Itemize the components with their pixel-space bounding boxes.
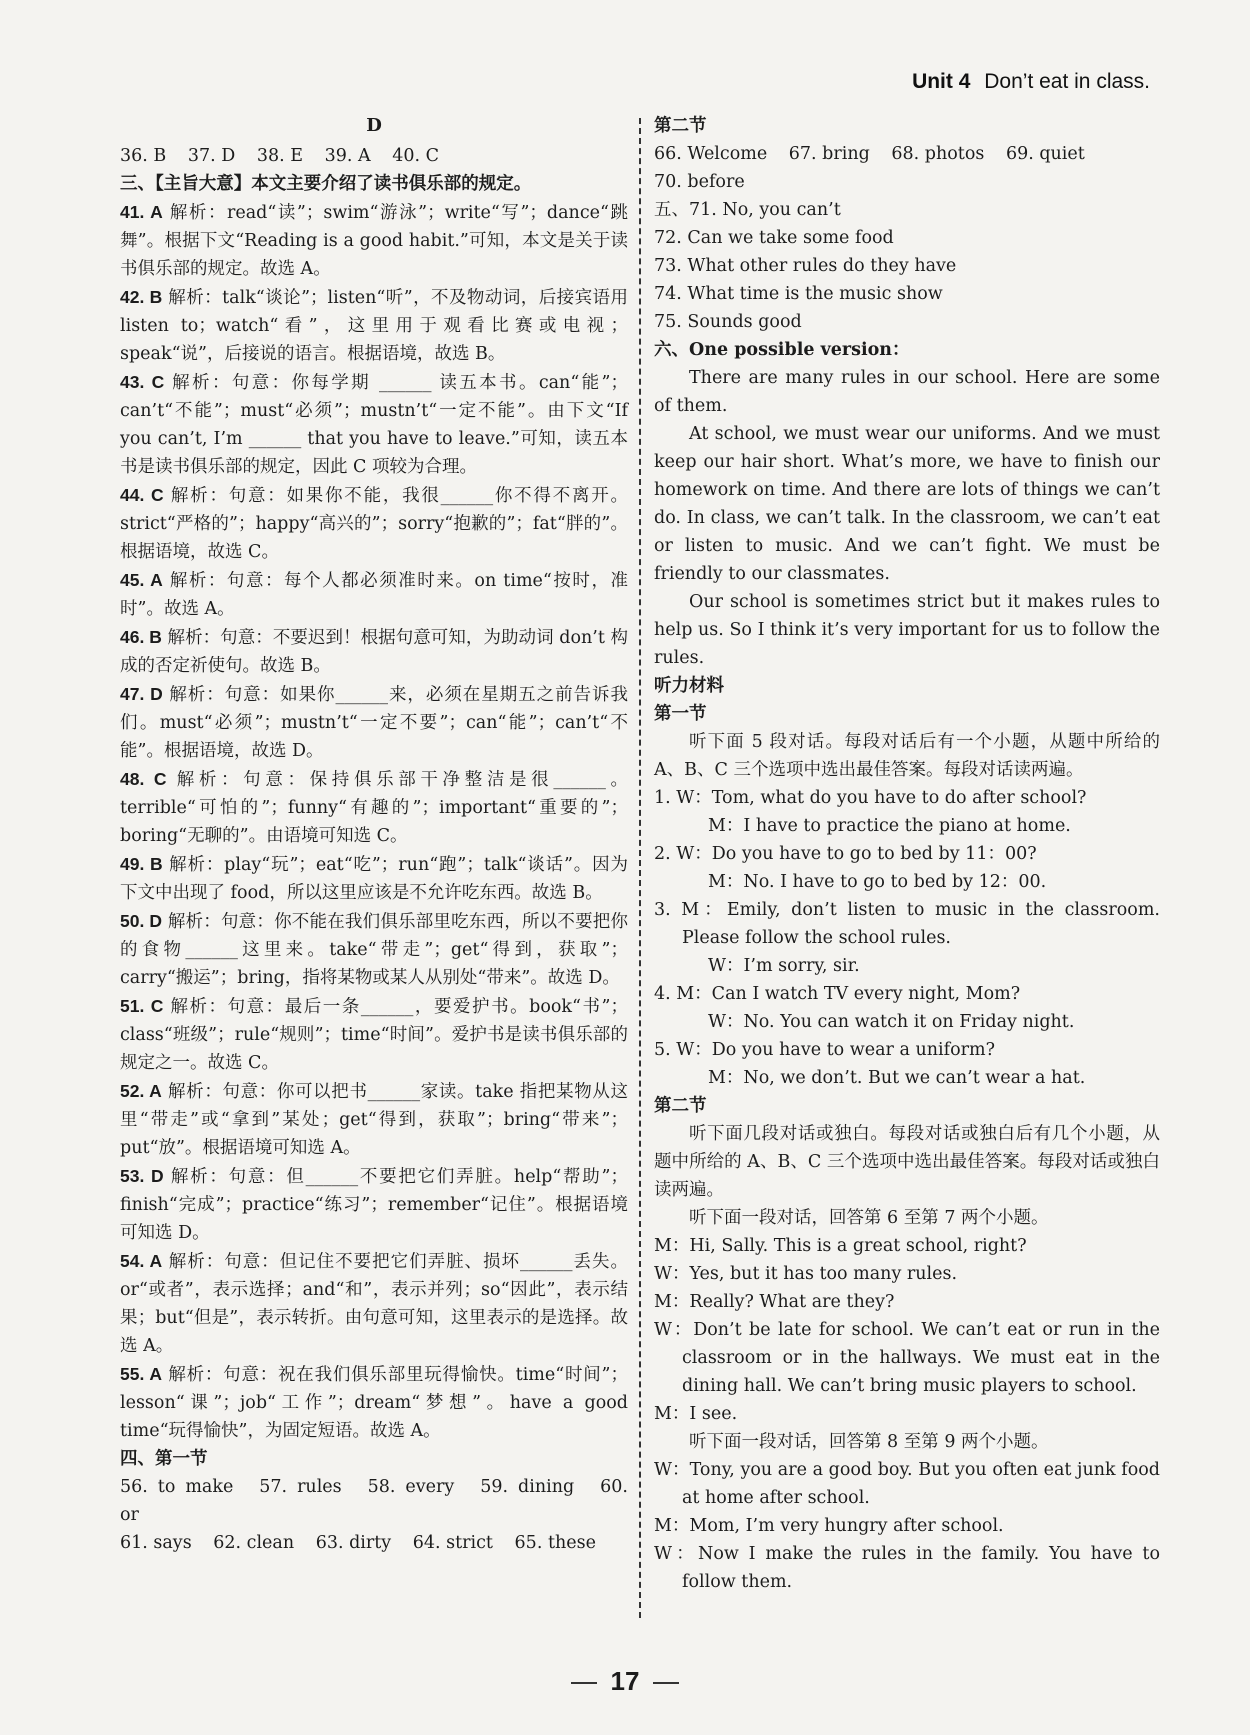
- unit-label: Unit 4: [912, 70, 971, 93]
- question-number: 49. B: [120, 854, 163, 874]
- dialog-line: M：No, we don’t. But we can’t wear a hat.: [708, 1068, 1086, 1088]
- question-number: 43. C: [120, 372, 165, 392]
- answer-75: 75. Sounds good: [654, 312, 802, 332]
- explanation-item: [120, 368, 628, 481]
- question-number: 52. A: [120, 1081, 162, 1101]
- answer-67: 67. bring: [788, 144, 870, 164]
- conversation-line: M：Really? What are they?: [654, 1292, 895, 1312]
- questions-8-9-intro: 听下面一段对话，回答第 8 至第 9 两个小题。: [689, 1432, 1049, 1452]
- answer-66: 66. Welcome: [654, 144, 768, 164]
- explanation-text: 解析：句意：不要迟到！根据句意可知，为助动词 don’t 构成的否定祈使句。故选 B。: [120, 628, 628, 676]
- conversation-line: W：Yes, but it has too many rules.: [654, 1264, 958, 1284]
- conversation-line: W：Now I make the rules in the family. You have to follow them.: [654, 1544, 1160, 1592]
- explanation-item: [120, 850, 628, 907]
- question-number: 51. C: [120, 996, 164, 1016]
- answers-66-69: [654, 140, 1160, 168]
- conversation-line: W：Don’t be late for school. We can’t eat or run in the classroom or in the hallways. We must eat in the dining hall. We can’t bring music players to school.: [654, 1320, 1160, 1396]
- dialog-line: W：I’m sorry, sir.: [708, 956, 860, 976]
- dialog-line: 1. W：Tom, what do you have to do after school?: [654, 788, 1087, 808]
- explanation-text: 解析：句意：如果你不能，我很______你不得不离开。strict“严格的”；happy“高兴的”；sorry“抱歉的”；fat“胖的”。根据语境，故选 C。: [120, 486, 628, 562]
- answer-63: 63. dirty: [315, 1533, 392, 1553]
- answer-65: 65. these: [514, 1533, 596, 1553]
- explanation-text: 解析：句意：如果你______来，必须在星期五之前告诉我们。must“必须”；mustn’t“一定不要”；can“能”；can’t“不能”。根据语境，故选 D。: [120, 685, 628, 761]
- answers-61-65: [120, 1529, 628, 1557]
- explanation-text: 解析：句意：但______不要把它们弄脏。help“帮助”；finish“完成”；practice“练习”；remember“记住”。根据语境可知选 D。: [120, 1167, 628, 1243]
- explanation-item: [120, 907, 628, 992]
- explanation-text: 解析：play“玩”；eat“吃”；run“跑”；talk“谈话”。因为下文中出现了 food，所以这里应该是不允许吃东西。故选 B。: [120, 855, 628, 903]
- answer-38: 38. E: [256, 146, 304, 166]
- answer-69: 69. quiet: [1005, 144, 1085, 164]
- explanation-item: [120, 623, 628, 680]
- part-2-heading: 第二节: [654, 116, 707, 136]
- writing-heading: 六、One possible version：: [654, 340, 910, 360]
- answer-72: 72. Can we take some food: [654, 228, 894, 248]
- explanation-item: [120, 481, 628, 566]
- explanation-item: [120, 1247, 628, 1360]
- question-number: 42. B: [120, 287, 163, 307]
- explanation-item: [120, 198, 628, 283]
- dialog-line: 5. W：Do you have to wear a uniform?: [654, 1040, 995, 1060]
- explanation-item: [120, 680, 628, 765]
- answer-60: 60. or: [120, 1477, 628, 1525]
- left-column: [120, 112, 628, 1557]
- explanation-item: [120, 1360, 628, 1445]
- conversation-line: M：Hi, Sally. This is a great school, right?: [654, 1236, 1027, 1256]
- conversation-line: W：Tony, you are a good boy. But you often eat junk food at home after school.: [654, 1460, 1160, 1508]
- listening-part-2-heading: 第二节: [654, 1096, 707, 1116]
- dialog-line: 4. M：Can I watch TV every night, Mom?: [654, 984, 1021, 1004]
- explanation-list: [120, 198, 628, 1445]
- dialog-line: M：No. I have to go to bed by 12：00.: [708, 872, 1047, 892]
- column-divider: [639, 118, 641, 1618]
- dialog-line: 3. M：Emily, don’t listen to music in the classroom. Please follow the school rules.: [654, 900, 1160, 948]
- answer-56: 56. to make: [120, 1477, 234, 1497]
- dialog-line: W：No. You can watch it on Friday night.: [708, 1012, 1075, 1032]
- explanation-text: 解析：read“读”；swim“游泳”；write“写”；dance“跳舞”。根据下文“Reading is a good habit.”可知，本文是关于读书俱乐部的规定。故选 A。: [120, 203, 628, 279]
- answer-59: 59. dining: [480, 1477, 575, 1497]
- answer-62: 62. clean: [213, 1533, 295, 1553]
- answer-64: 64. strict: [412, 1533, 493, 1553]
- answer-36: 36. B: [120, 146, 167, 166]
- explanation-text: 解析：句意：你不能在我们俱乐部里吃东西，所以不要把你的食物______这里来。take“带走”；get“得到，获取”；carry“搬运”；bring，指将某物或某人从别处“带来”。故选 D。: [120, 912, 629, 988]
- page-number: 17: [610, 1666, 640, 1696]
- explanation-text: 解析：句意：你可以把书______家读。take 指把某物从这里“带走”或“拿到”某处；get“得到，获取”；bring“带来”；put“放”。根据语境可知选 A。: [120, 1082, 628, 1158]
- listening-part-2-intro: 听下面几段对话或独白。每段对话或独白后有几个小题，从题中所给的 A、B、C 三个选项中选出最佳答案。每段对话或独白读两遍。: [654, 1124, 1160, 1200]
- section-3-heading: 三、【主旨大意】本文主要介绍了读书俱乐部的规定。: [120, 174, 532, 194]
- question-number: 55. A: [120, 1364, 162, 1384]
- explanation-item: [120, 1162, 628, 1247]
- explanation-item: [120, 992, 628, 1077]
- question-number: 45. A: [120, 570, 163, 590]
- listening-part-1-heading: 第一节: [654, 704, 707, 724]
- dialog-line: 2. W：Do you have to go to bed by 11：00?: [654, 844, 1037, 864]
- answer-58: 58. every: [367, 1477, 455, 1497]
- explanation-item: [120, 1077, 628, 1162]
- conversation-line: M：I see.: [654, 1404, 738, 1424]
- answer-70: 70. before: [654, 172, 745, 192]
- explanation-text: 解析：talk“谈论”；listen“听”，不及物动词，后接宾语用 listen to；watch“看”，这里用于观看比赛或电视；speak“说”，后接说的语言。根据语境，故选 B。: [120, 288, 628, 364]
- answer-68: 68. photos: [891, 144, 985, 164]
- answer-40: 40. C: [392, 146, 440, 166]
- page-footer: [0, 1666, 1250, 1697]
- answer-74: 74. What time is the music show: [654, 284, 943, 304]
- answers-56-60: [120, 1473, 628, 1529]
- listening-heading: 听力材料: [654, 676, 724, 696]
- passage-letter: D: [366, 115, 382, 136]
- explanation-text: 解析：句意：祝在我们俱乐部里玩得愉快。time“时间”；lesson“课”；job“工作”；dream“梦想”。have a good time“玩得愉快”，为固定短语。故选 A。: [120, 1365, 628, 1441]
- footer-dash: [653, 1682, 679, 1684]
- section-4-heading: 四、第一节: [120, 1449, 208, 1469]
- answer-37: 37. D: [187, 146, 236, 166]
- essay-paragraph: There are many rules in our school. Here are some of them.: [654, 368, 1160, 416]
- answer-57: 57. rules: [259, 1477, 342, 1497]
- answer-73: 73. What other rules do they have: [654, 256, 957, 276]
- essay-paragraph: Our school is sometimes strict but it makes rules to help us. So I think it’s very important for us to follow the rules.: [654, 592, 1160, 668]
- unit-title: Don’t eat in class.: [984, 70, 1150, 93]
- explanation-text: 解析：句意：最后一条______，要爱护书。book“书”；class“班级”；rule“规则”；time“时间”。爱护书是读书俱乐部的规定之一。故选 C。: [120, 997, 628, 1073]
- questions-6-7-intro: 听下面一段对话，回答第 6 至第 7 两个小题。: [689, 1208, 1049, 1228]
- explanation-text: 解析：句意：每个人都必须准时来。on time“按时，准时”。故选 A。: [120, 571, 628, 619]
- listening-part-1-intro: 听下面 5 段对话。每段对话后有一个小题，从题中所给的 A、B、C 三个选项中选出最佳答案。每段对话读两遍。: [654, 732, 1160, 780]
- question-number: 41. A: [120, 202, 163, 222]
- answer-39: 39. A: [324, 146, 371, 166]
- footer-dash: [571, 1682, 597, 1684]
- answer-61: 61. says: [120, 1533, 192, 1553]
- question-number: 48. C: [120, 769, 167, 789]
- explanation-item: [120, 566, 628, 623]
- explanation-item: [120, 283, 628, 368]
- conversation-line: M：Mom, I’m very hungry after school.: [654, 1516, 1004, 1536]
- question-number: 50. D: [120, 911, 163, 931]
- page-header: [912, 70, 1150, 94]
- question-number: 44. C: [120, 485, 164, 505]
- question-number: 47. D: [120, 684, 163, 704]
- explanation-text: 解析：句意：保持俱乐部干净整洁是很______。terrible“可怕的”；funny“有趣的”；important“重要的”；boring“无聊的”。由语境可知选 C。: [120, 770, 628, 846]
- explanation-text: 解析：句意：但记住不要把它们弄脏、损坏______丢失。or“或者”，表示选择；and“和”，表示并列；so“因此”，表示结果；but“但是”，表示转折。由句意可知，这里表示的是选择。故选 A。: [120, 1252, 628, 1356]
- explanation-text: 解析：句意：你每学期 ______ 读五本书。can“能”；can’t“不能”；must“必须”；mustn’t“一定不能”。由下文“If you can’t, I’m ______ that you have to leave.”可知，读五本书是读书俱乐部的规定，因此 C 项较为合理。: [120, 373, 628, 477]
- essay-paragraph: At school, we must wear our uniforms. And we must keep our hair short. What’s more, we have to finish our homework on time. And there are lots of things we can’t do. In class, we can’t talk. In the classroom, we can’t eat or listen to music. And we can’t fight. We must be friendly to our classmates.: [654, 424, 1160, 584]
- dialog-line: M：I have to practice the piano at home.: [708, 816, 1071, 836]
- question-number: 54. A: [120, 1251, 163, 1271]
- question-number: 53. D: [120, 1166, 164, 1186]
- dialog-list: [654, 784, 1160, 1092]
- question-number: 46. B: [120, 627, 162, 647]
- right-column: [654, 112, 1160, 1596]
- answers-36-40: [120, 142, 628, 170]
- answer-71: 五、71. No, you can’t: [654, 200, 841, 220]
- explanation-item: [120, 765, 628, 850]
